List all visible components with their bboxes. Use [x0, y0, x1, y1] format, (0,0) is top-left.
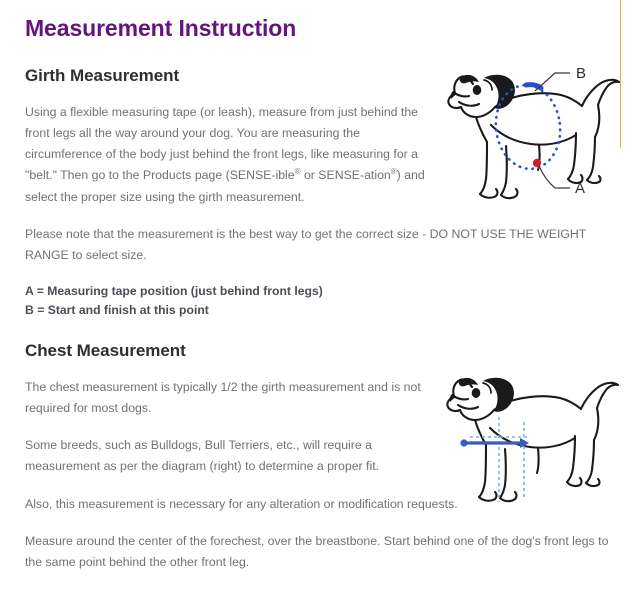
chest-paragraph-1: The chest measurement is typically 1/2 the girth measurement and is not required for most dogs.	[25, 380, 421, 416]
chest-diagram	[450, 357, 627, 517]
girth-section-heading: Girth Measurement	[25, 65, 180, 85]
chest-paragraph-3: Also, this measurement is necessary for any alteration or modification requests.	[25, 496, 458, 511]
girth-diagram	[443, 47, 627, 212]
label-b: B	[576, 65, 587, 82]
girth-paragraph-2: Please note that the measurement is the best way to get the correct size - DO NOT USE THE WEIGHT RANGE to select size.	[25, 226, 587, 262]
chest-paragraph-4: Measure around the center of the forechest, over the breastbone. Start behind one of the dog's front legs to the same point behind the other front leg.	[25, 533, 609, 569]
page-title: Measurement Instruction	[25, 15, 297, 41]
girth-legend-b: B = Start and finish at this point	[25, 302, 209, 317]
chest-section-heading: Chest Measurement	[25, 340, 186, 360]
chest-paragraph-2: Some breeds, such as Bulldogs, Bull Terriers, etc., will require a measurement as per the diagram (right) to determine a proper fit.	[25, 438, 380, 474]
point-a-marker	[533, 159, 541, 167]
chest-measure-arrow	[460, 438, 529, 448]
girth-legend	[25, 282, 627, 320]
girth-legend-a: A = Measuring tape position (just behind front legs)	[25, 283, 323, 298]
label-a: A	[575, 180, 586, 197]
girth-paragraph-1: Using a flexible measuring tape (or leash), measure from just behind the front legs all the way around your dog. You are measuring the circumference of the body just behind the front legs, like measuring for a "belt." Then go to the Products page (SENSE-ible® or SENSE-ation®) and select the proper size using the girth measurement.	[25, 105, 425, 204]
